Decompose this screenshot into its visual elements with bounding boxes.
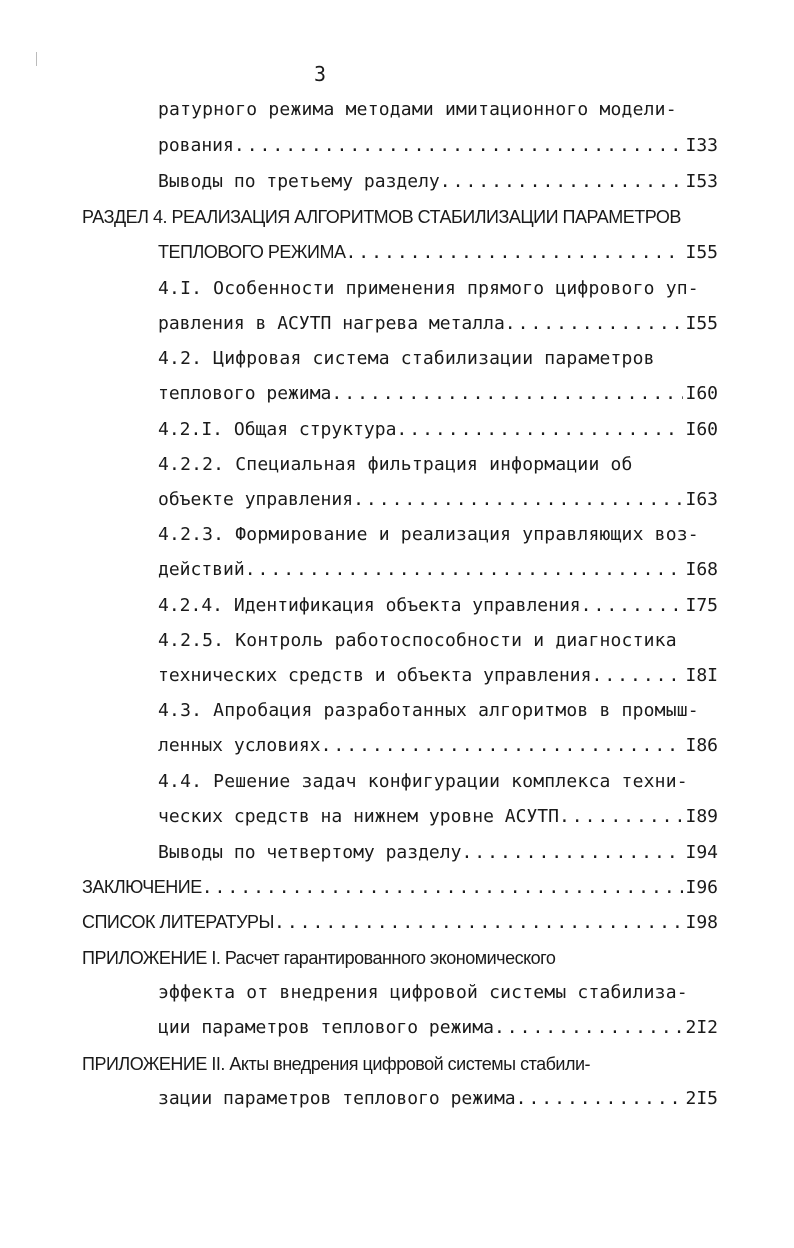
- toc-entry-title: ции параметров теплового режима: [158, 1017, 494, 1038]
- toc-entry: [158, 663, 718, 689]
- toc-entry: [158, 557, 718, 583]
- toc-page-number: I53: [685, 171, 718, 192]
- toc-page-number: 2I5: [685, 1088, 718, 1109]
- toc-text-line: 4.2.3. Формирование и реализация управляющих воз-: [158, 524, 699, 545]
- dot-leader: [331, 381, 683, 407]
- toc-text-line: эффекта от внедрения цифровой системы стабилиза-: [158, 982, 688, 1003]
- toc-entry: [158, 311, 718, 337]
- dot-leader: [396, 417, 683, 443]
- toc-text-line: РАЗДЕЛ 4. РЕАЛИЗАЦИЯ АЛГОРИТМОВ СТАБИЛИЗАЦИИ ПАРАМЕТРОВ: [82, 207, 681, 227]
- toc-page-number: I60: [685, 383, 718, 404]
- toc-text-line: ПРИЛОЖЕНИЕ II. Акты внедрения цифровой системы стабили-: [82, 1054, 591, 1074]
- dot-leader: [245, 557, 684, 583]
- dot-leader: [345, 240, 683, 266]
- toc-entry-title: ТЕПЛОВОГО РЕЖИМА: [158, 242, 346, 262]
- toc-entry-title: СПИСОК ЛИТЕРАТУРЫ: [82, 912, 274, 932]
- dot-leader: [581, 593, 684, 619]
- dot-leader: [591, 663, 683, 689]
- toc-page-number: I98: [685, 912, 718, 933]
- toc-page-number: I33: [685, 135, 718, 156]
- toc-page-number: I89: [685, 806, 718, 827]
- toc-page-number: I94: [685, 842, 718, 863]
- toc-text-line: 4.2.2. Специальная фильтрация информации об: [158, 454, 633, 475]
- toc-page-number: I75: [685, 595, 718, 616]
- toc-page-number: I68: [685, 559, 718, 580]
- toc-entry-title: Выводы по четвертому разделу: [158, 842, 462, 863]
- toc-entry: [158, 381, 718, 407]
- toc-page-number: I63: [685, 489, 718, 510]
- dot-leader: [202, 875, 684, 901]
- dot-leader: [505, 311, 684, 337]
- dot-leader: [559, 804, 684, 830]
- toc-text-line: 4.I. Особенности применения прямого цифрового уп-: [158, 278, 699, 299]
- toc-page-number: I55: [685, 313, 718, 334]
- toc-entry: [82, 874, 718, 900]
- toc-text-line: ратурного режима методами имитационного модели-: [158, 99, 677, 120]
- scan-mark: [36, 52, 37, 66]
- dot-leader: [516, 1086, 684, 1112]
- dot-leader: [321, 733, 684, 759]
- toc-entry-title: ЗАКЛЮЧЕНИЕ: [82, 877, 202, 897]
- toc-page-number: 2I2: [685, 1017, 718, 1038]
- toc-entry-title: 4.2.4. Идентификация объекта управления: [158, 595, 581, 616]
- toc-page-number: I86: [685, 735, 718, 756]
- toc-entry: [158, 840, 718, 866]
- toc-entry-title: теплового режима: [158, 383, 332, 404]
- toc-entry-title: ческих средств на нижнем уровне АСУТП: [158, 806, 559, 827]
- toc-entry: [158, 733, 718, 759]
- toc-text-line: 4.2. Цифровая система стабилизации параметров: [158, 348, 655, 369]
- toc-entry-title: рования: [158, 135, 234, 156]
- dot-leader: [234, 133, 684, 159]
- toc-text-line: 4.2.5. Контроль работоспособности и диагностика: [158, 630, 677, 651]
- toc-text-line: ПРИЛОЖЕНИЕ I. Расчет гарантированного экономического: [82, 948, 556, 968]
- dot-leader: [274, 910, 683, 936]
- toc-entry-title: равления в АСУТП нагрева металла: [158, 313, 505, 334]
- page-number: 3: [314, 62, 327, 86]
- dot-leader: [494, 1015, 684, 1041]
- toc-entry: [158, 487, 718, 513]
- toc-entry-title: объекте управления: [158, 489, 354, 510]
- dot-leader: [353, 487, 683, 513]
- toc-page-number: I55: [685, 242, 718, 263]
- toc-page-number: I60: [685, 419, 718, 440]
- toc-entry: [158, 169, 718, 195]
- toc-text-line: 4.3. Апробация разработанных алгоритмов в промыш-: [158, 700, 699, 721]
- dot-leader: [440, 169, 684, 195]
- toc-entry-title: 4.2.I. Общая структура: [158, 419, 397, 440]
- toc-entry: [158, 593, 718, 619]
- toc-entry: [158, 239, 718, 265]
- toc-page-number: I96: [685, 877, 718, 898]
- toc-entry: [82, 909, 718, 935]
- toc-entry-title: технических средств и объекта управления: [158, 665, 592, 686]
- toc-entry: [158, 417, 718, 443]
- toc-text-line: 4.4. Решение задач конфигурации комплекса техни-: [158, 771, 688, 792]
- toc-entry: [158, 1015, 718, 1041]
- toc-entry-title: Выводы по третьему разделу: [158, 171, 440, 192]
- toc-entry-title: ленных условиях: [158, 735, 321, 756]
- toc-entry: [158, 804, 718, 830]
- toc-entry: [158, 1086, 718, 1112]
- toc-entry: [158, 133, 718, 159]
- toc-entry-title: зации параметров теплового режима: [158, 1088, 516, 1109]
- toc-page-number: I8I: [685, 665, 718, 686]
- toc-entry-title: действий: [158, 559, 245, 580]
- dot-leader: [461, 840, 683, 866]
